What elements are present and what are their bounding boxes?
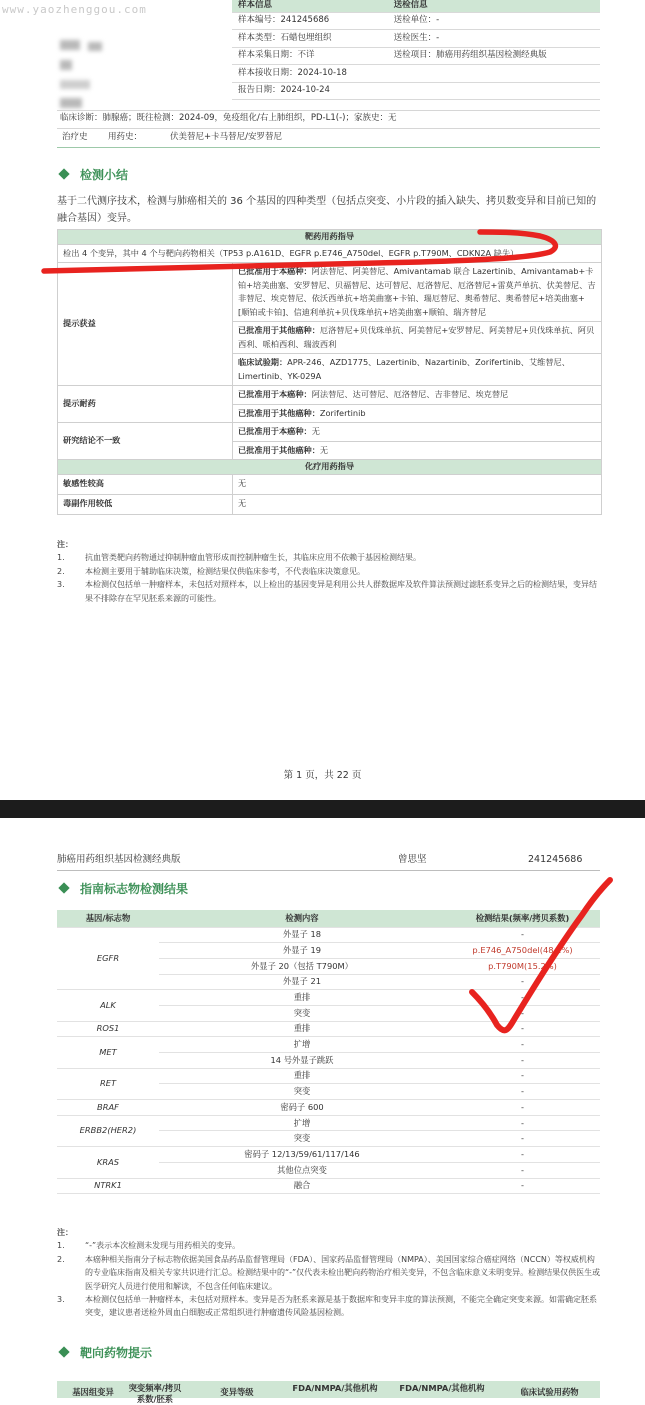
submission-info-header: 送检信息 [388,0,600,12]
sample-receive-date: 样本接收日期：2024-10-18 [232,65,388,83]
table-row [57,1147,600,1163]
chemo-sensitive-label: 敏感性较高 [58,474,233,494]
resist-other-cancer: 已批准用于其他癌种：Zorifertinib [233,404,602,423]
submit-project: 送检项目：肺癌用药组织基因检测经典版 [388,47,600,65]
gene-cell: ALK [57,990,159,1021]
targeted-guidance-header: 靶药用药指导 [58,230,602,245]
test-item-cell: 外显子 21 [159,974,445,990]
table-row [57,990,600,1006]
test-item-cell: 重排 [159,1068,445,1084]
report-page-2 [0,818,645,1404]
note-item: 1. 抗血管类靶向药物通过抑制肿瘤血管形成而控制肿瘤生长，其临床应用不依赖于基因检测结果。 [57,553,421,563]
redacted-block [60,60,72,70]
test-item-cell: 突变 [159,1084,445,1100]
chemo-guidance-header: 化疗用药指导 [58,460,602,475]
col-agency-1: FDA/NMPA/其他机构 [292,1383,378,1393]
resist-this-cancer: 已批准用于本癌种：阿法替尼、达可替尼、厄洛替尼、吉非替尼、埃克替尼 [233,386,602,405]
gene-cell: ROS1 [57,1021,159,1037]
result-cell: - [445,1084,600,1100]
redacted-block [60,98,82,108]
page-separator [0,800,645,818]
note-item: 2. 本癌种相关指南分子标志物依据美国食品药品监督管理局（FDA）、国家药品监督管理局（NMPA）、美国国家综合癌症网络（NCCN）等权威机构的专业临床指南及相关专家共识进行汇总。检测结果中的“-”仅代表未检出靶向药物治疗相关变异，不包含临床意义未明变异。检测结果仅供医生或医学研究人员进行使用和解读，不包含任何临床建议。 [57,1254,601,1291]
test-item-cell: 14 号外显子跳跃 [159,1053,445,1069]
redacted-block [88,42,102,51]
test-item-cell: 突变 [159,1131,445,1147]
table-row [57,927,600,943]
test-item-cell: 外显子 19 [159,943,445,959]
col-variant: 基因组变异 [72,1387,114,1397]
gene-cell: EGFR [57,927,159,990]
gene-cell: RET [57,1068,159,1099]
note-item: 2. 本检测主要用于辅助临床决策，检测结果仅供临床参考，不代表临床决策意见。 [57,566,365,576]
header-product: 肺癌用药组织基因检测经典版 [57,854,181,865]
sample-info-table [232,0,600,100]
result-cell: - [445,1178,600,1194]
chemo-low-toxicity-label: 毒副作用较低 [58,494,233,514]
treatment-history-label: 治疗史 [62,132,88,142]
sample-type: 样本类型：石蜡包埋组织 [232,30,388,48]
table-row [57,1021,600,1037]
result-cell: - [445,1005,600,1021]
summary-text: 基于二代测序技术，检测与肺癌相关的 36 个基因的四种类型（包括点突变、小片段的插入缺失、拷贝数变异和目前已知的融合基因）变异。 [57,196,597,224]
test-item-cell: 重排 [159,990,445,1006]
sample-info-header: 样本信息 [232,0,388,12]
report-date: 报告日期：2024-10-24 [232,82,388,100]
targeted-drug-table-header [57,1381,600,1404]
note-item: 3. 本检测仅包括单一肿瘤样本，未包括对照样本，以上检出的基因变异是利用公共人群数据库及软件算法预测过滤胚系变异之后的检测结果，变异结果不排除存在罕见胚系来源的可能性。 [57,580,597,603]
result-cell: - [445,1068,600,1084]
inconsistent-label: 研究结论不一致 [58,423,233,460]
diamond-icon [58,1346,69,1357]
resistance-label: 提示耐药 [58,386,233,423]
header-patient: 曾思坚 [398,854,427,865]
table-row [57,1115,600,1131]
table-row [57,1178,600,1194]
benefit-clinical-trial: 临床试验期：APR-246、AZD1775、Lazertinib、Nazartinib、Zorifertinib、艾维替尼、Limertinib、YK-029A [233,354,602,386]
clinical-diagnosis: 临床诊断：肺腺癌；既往检测：2024-09，免疫组化/右上肺组织，PD-L1(-)；家族史：无 [60,113,397,123]
section-summary-title: 检测小结 [60,167,128,183]
result-cell: - [445,990,600,1006]
redacted-block [60,80,90,89]
col-trial-drugs: 临床试验用药物 [520,1387,579,1397]
benefit-label: 提示获益 [58,263,233,386]
result-cell: - [445,1053,600,1069]
test-item-cell: 扩增 [159,1115,445,1131]
header-sample-id: 241245686 [528,854,583,865]
result-cell: - [445,1131,600,1147]
test-item-cell: 密码子 600 [159,1100,445,1116]
submit-doctor: 送检医生：- [388,30,600,48]
benefit-other-cancer: 已批准用于其他癌种：厄洛替尼+贝伐珠单抗、阿美替尼+安罗替尼、阿美替尼+贝伐珠单抗、阿贝西利、哌柏西利、瑞波西利 [233,322,602,354]
redacted-name [60,40,80,50]
gene-cell: MET [57,1037,159,1068]
table-row [57,1068,600,1084]
test-item-cell: 融合 [159,1178,445,1194]
test-item-cell: 突变 [159,1005,445,1021]
page1-notes: 注： 1. 抗血管类靶向药物通过抑制肿瘤血管形成而控制肿瘤生长，其临床应用不依赖于基因检测结果。 2. 本检测主要用于辅助临床决策，检测结果仅供临床参考，不代表临床决策意见。 3. 本检测仅包括单一肿瘤样本，未包括对照样本，以上检出的基因变异是利用公共人群数据库及软件算法预测过滤胚系变异之后的检测结果，变异结果不排除存在罕见胚系来源的可能性。 [57,538,602,605]
test-item-cell: 重排 [159,1021,445,1037]
section-guideline-markers-title: 指南标志物检测结果 [60,881,188,897]
benefit-this-cancer: 已批准用于本癌种：阿法替尼、阿美替尼、Amivantamab 联合 Lazertinib、Amivantamab+卡铂+培美曲塞、安罗替尼、贝福替尼、达可替尼、厄洛替尼、厄洛替尼+雷莫芦单抗、伏美替尼、吉非替尼、埃克替尼、依沃西单抗+培美曲塞+卡铂、瑞厄替尼、奥希替尼、奥希替尼+培美曲塞+[顺铂或卡铂]、信迪利单抗+贝伐珠单抗+培美曲塞+顺铂、瑞齐替尼 [233,263,602,322]
page2-notes: 注： 1. “-”表示本次检测未发现与用药相关的变异。 2. 本癌种相关指南分子标志物依据美国食品药品监督管理局（FDA）、国家药品监督管理局（NMPA）、美国国家综合癌症网络（NCCN）等权威机构的专业临床指南及相关专家共识进行汇总。检测结果中的“-”仅代表未检出靶向药物治疗相关变异，不包含临床意义未明变异。检测结果仅供医生或医学研究人员进行使用和解读，不包含任何临床建议。 3. 本检测仅包括单一肿瘤样本，未包括对照样本。变异是否为胚系来源是基于数据库和变异丰度的算法预测，不能完全确定突变来源。如需确定胚系突变，建议患者送检外周血白细胞或正常组织进行肿瘤遗传风险基因检测。 [57,1226,602,1320]
sample-collect-date: 样本采集日期：不详 [232,47,388,65]
result-cell: - [445,1037,600,1053]
guideline-marker-table [57,910,600,1194]
test-item-cell: 外显子 18 [159,927,445,943]
result-cell: - [445,927,600,943]
test-item-cell: 其他位点突变 [159,1162,445,1178]
col-result: 检测结果(频率/拷贝系数) [445,910,600,927]
chemo-low-toxicity-value: 无 [233,494,602,514]
gene-cell: NTRK1 [57,1178,159,1194]
test-item-cell: 扩增 [159,1037,445,1053]
note-item: 1. “-”表示本次检测未发现与用药相关的变异。 [57,1241,241,1251]
page-footer: 第 1 页，共 22 页 [283,770,362,781]
section-targeted-drug-title: 靶向药物提示 [60,1345,152,1361]
table-row [57,1037,600,1053]
inconsistent-other-cancer: 已批准用于其他癌种：无 [233,441,602,460]
diamond-icon [58,882,69,893]
result-cell: - [445,974,600,990]
result-cell: p.E746_A750del(48.1%) [445,943,600,959]
col-frequency: 突变频率/拷贝系数/胚系 [128,1383,182,1404]
col-item: 检测内容 [159,910,445,927]
result-cell: - [445,1021,600,1037]
inconsistent-this-cancer: 已批准用于本癌种：无 [233,423,602,442]
col-gene: 基因/标志物 [57,910,159,927]
diamond-icon [58,168,69,179]
gene-cell: KRAS [57,1147,159,1178]
result-cell: - [445,1115,600,1131]
test-item-cell: 密码子 12/13/59/61/117/146 [159,1147,445,1163]
result-cell: - [445,1100,600,1116]
col-level: 变异等级 [220,1387,254,1397]
drug-history-value: 伏美替尼+卡马替尼/安罗替尼 [170,132,282,142]
detected-variants-line: 检出 4 个变异，其中 4 个与靶向药物相关（TP53 p.A161D、EGFR p.E746_A750del、EGFR p.T790M、CDKN2A 缺失） [58,244,602,263]
chemo-sensitive-value: 无 [233,474,602,494]
sample-id: 样本编号：241245686 [232,12,388,30]
result-cell: p.T790M(15.2%) [445,958,600,974]
watermark: www.yaozhenggou.com [2,3,147,16]
result-cell: - [445,1162,600,1178]
submit-unit: 送检单位：- [388,12,600,30]
note-item: 3. 本检测仅包括单一肿瘤样本，未包括对照样本。变异是否为胚系来源是基于数据库和变异丰度的算法预测，不能完全确定突变来源。如需确定胚系突变，建议患者送检外周血白细胞或正常组织进行肿瘤遗传风险基因检测。 [57,1295,597,1318]
targeted-drug-guidance-table [57,229,602,515]
gene-cell: BRAF [57,1100,159,1116]
gene-cell: ERBB2(HER2) [57,1115,159,1146]
table-row [57,1100,600,1116]
result-cell: - [445,1147,600,1163]
drug-history-label: 用药史： [108,132,143,142]
col-agency-2: FDA/NMPA/其他机构 [399,1383,485,1393]
test-item-cell: 外显子 20（包括 T790M） [159,958,445,974]
